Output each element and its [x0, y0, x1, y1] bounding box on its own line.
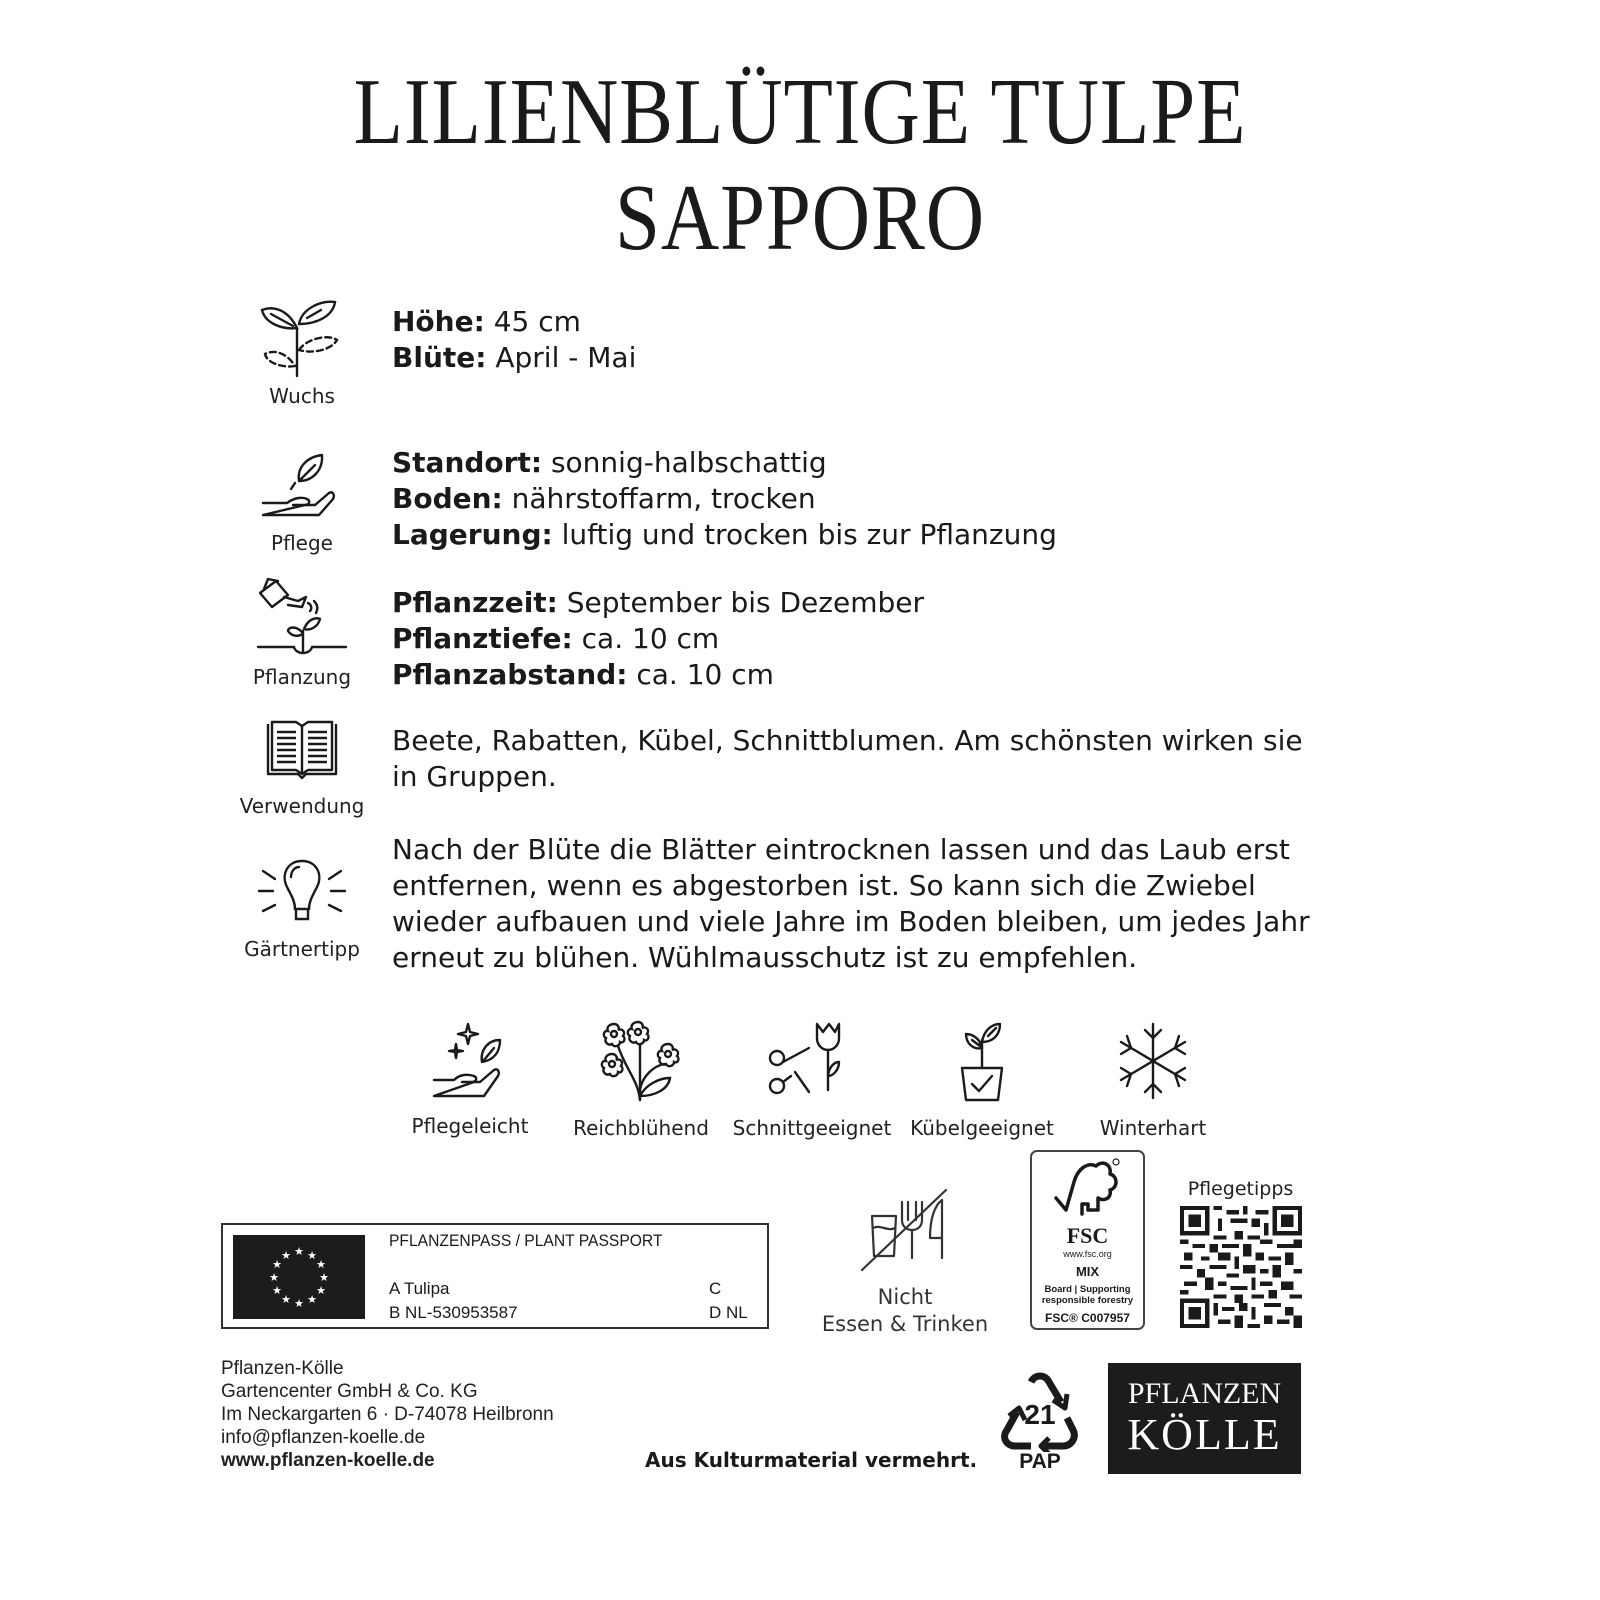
- section-icon-wrapper: [237, 718, 367, 818]
- company-street: Im Neckargarten 6 · D-74078 Heilbronn: [221, 1404, 554, 1425]
- fsc-desc1: Board | Supporting: [1044, 1284, 1131, 1295]
- plant-growth-icon: [257, 298, 347, 378]
- feature-label: Reichblühend: [573, 1116, 709, 1140]
- section-icon-wrapper: [237, 453, 367, 555]
- field-value: 45 cm: [484, 305, 581, 338]
- qr-code-icon[interactable]: [1180, 1206, 1302, 1328]
- svg-text:★: ★: [272, 1284, 282, 1297]
- propagation-note: Aus Kulturmaterial vermehrt.: [645, 1448, 978, 1472]
- feature-reichbluehend: [561, 1020, 721, 1140]
- snowflake-icon: [1113, 1020, 1193, 1102]
- product-title-line2: SAPPORO: [615, 166, 985, 270]
- recycle-number: 21: [1024, 1399, 1056, 1430]
- lightbulb-icon: [257, 855, 347, 923]
- svg-text:★: ★: [269, 1271, 279, 1284]
- svg-text:★: ★: [281, 1249, 291, 1262]
- eu-flag: [233, 1235, 365, 1319]
- svg-text:★: ★: [294, 1297, 304, 1310]
- field-key: Höhe:: [392, 305, 485, 338]
- svg-text:★: ★: [316, 1258, 326, 1271]
- svg-text:★: ★: [281, 1293, 291, 1306]
- passport-country: D NL: [709, 1303, 748, 1322]
- section-text: [392, 585, 1332, 693]
- section-icon-wrapper: [237, 298, 367, 408]
- fsc-desc2: responsible forestry: [1041, 1295, 1134, 1306]
- svg-text:★: ★: [316, 1284, 326, 1297]
- field-key: Lagerung:: [392, 518, 553, 551]
- section-label: Wuchs: [269, 384, 335, 408]
- section-text: Beete, Rabatten, Kübel, Schnittblumen. Am schönsten wirken sie in Gruppen.: [392, 724, 1303, 793]
- feature-label: Kübelgeeignet: [910, 1116, 1054, 1140]
- field-key: Pflanzzeit:: [392, 586, 558, 619]
- company-address: [221, 1357, 554, 1472]
- field-key: Pflanzabstand:: [392, 658, 628, 691]
- fsc-tree-check-icon: [1048, 1152, 1128, 1222]
- watering-can-icon: [254, 575, 350, 659]
- section-text: [392, 445, 1332, 553]
- section-label: Pflanzung: [252, 665, 352, 689]
- fsc-name: FSC: [1066, 1223, 1109, 1248]
- field-key: Blüte:: [392, 341, 487, 374]
- passport-botanical-name: A Tulipa: [389, 1279, 450, 1298]
- potted-plant-icon: [942, 1020, 1022, 1102]
- field-value: ca. 10 cm: [627, 658, 774, 691]
- svg-text:★: ★: [294, 1245, 304, 1258]
- company-name: Pflanzen-Kölle: [221, 1358, 344, 1379]
- feature-winterhart: [1073, 1020, 1233, 1140]
- warning-line1: Nicht: [877, 1285, 933, 1309]
- svg-text:★: ★: [272, 1258, 282, 1271]
- qr-label: Pflegetipps: [1187, 1178, 1294, 1200]
- fsc-label: [1030, 1150, 1145, 1330]
- passport-title: PFLANZENPASS / PLANT PASSPORT: [389, 1231, 663, 1250]
- section-label: Gärtnertipp: [244, 937, 360, 961]
- feature-label: Schnittgeeignet: [732, 1116, 892, 1140]
- company-website[interactable]: www.pflanzen-koelle.de: [221, 1450, 435, 1471]
- passport-registration: B NL-530953587: [389, 1303, 518, 1322]
- svg-text:★: ★: [319, 1271, 329, 1284]
- field-key: Boden:: [392, 482, 503, 515]
- feature-icons: [405, 1020, 1245, 1140]
- section-icon-wrapper: [237, 855, 367, 961]
- brand-logo: [1108, 1363, 1301, 1474]
- recycling-symbol: [995, 1368, 1085, 1474]
- section-label: Verwendung: [239, 794, 365, 818]
- company-legal: Gartencenter GmbH & Co. KG: [221, 1381, 478, 1402]
- open-book-icon: [262, 718, 342, 782]
- svg-text:★: ★: [307, 1293, 317, 1306]
- feature-label: Winterhart: [1099, 1116, 1207, 1140]
- warning-line2: Essen & Trinken: [821, 1312, 989, 1336]
- not-edible-warning: [820, 1180, 990, 1338]
- section-label: Pflege: [271, 531, 333, 555]
- section-text: Nach der Blüte die Blätter eintrocknen lassen und das Laub erst entfernen, wenn es abgestorben ist. So kann sich die Zwiebel wieder aufbauen und viele Jahre im Boden bleiben, um jedes Jahr erneut zu blühen. Wühlmausschutz ist zu empfehlen.: [392, 833, 1310, 974]
- scissors-tulip-icon: [767, 1020, 857, 1102]
- fsc-mix: MIX: [1075, 1264, 1100, 1279]
- fsc-url: www.fsc.org: [1063, 1249, 1112, 1259]
- feature-pflegeleicht: [390, 1020, 550, 1138]
- field-value: April - Mai: [486, 341, 637, 374]
- easy-care-icon: [430, 1020, 510, 1100]
- company-email[interactable]: info@pflanzen-koelle.de: [221, 1427, 426, 1448]
- field-value: luftig und trocken bis zur Pflanzung: [552, 518, 1057, 551]
- field-key: Pflanztiefe:: [392, 622, 573, 655]
- logo-line2: KÖLLE: [1127, 1410, 1282, 1459]
- field-value: sonnig-halbschattig: [542, 446, 827, 479]
- hand-leaf-icon: [257, 453, 347, 525]
- feature-label: Pflegeleicht: [411, 1114, 529, 1138]
- field-key: Standort:: [392, 446, 543, 479]
- field-value: nährstoffarm, trocken: [502, 482, 816, 515]
- field-value: ca. 10 cm: [572, 622, 720, 655]
- qr-care-tips[interactable]: [1178, 1178, 1303, 1332]
- recycle-triangle-icon: [995, 1368, 1085, 1452]
- feature-kuebelgeeignet: [902, 1020, 1062, 1140]
- no-eating-drinking-icon: [850, 1180, 960, 1280]
- section-icon-wrapper: [237, 575, 367, 689]
- fsc-license-code: FSC® C007957: [1045, 1311, 1130, 1325]
- flower-bouquet-icon: [596, 1020, 686, 1102]
- eu-stars-icon: [233, 1235, 365, 1319]
- passport-traceability: C: [709, 1279, 722, 1298]
- section-text: [392, 304, 1332, 376]
- recycle-code: PAP: [1019, 1450, 1061, 1473]
- logo-line1: PFLANZEN: [1127, 1377, 1282, 1410]
- plant-passport: [221, 1223, 769, 1329]
- product-title-line1: LILIENBLÜTIGE TULPE: [353, 60, 1247, 164]
- feature-schnittgeeignet: [732, 1020, 892, 1140]
- svg-text:★: ★: [307, 1249, 317, 1262]
- field-value: September bis Dezember: [557, 586, 924, 619]
